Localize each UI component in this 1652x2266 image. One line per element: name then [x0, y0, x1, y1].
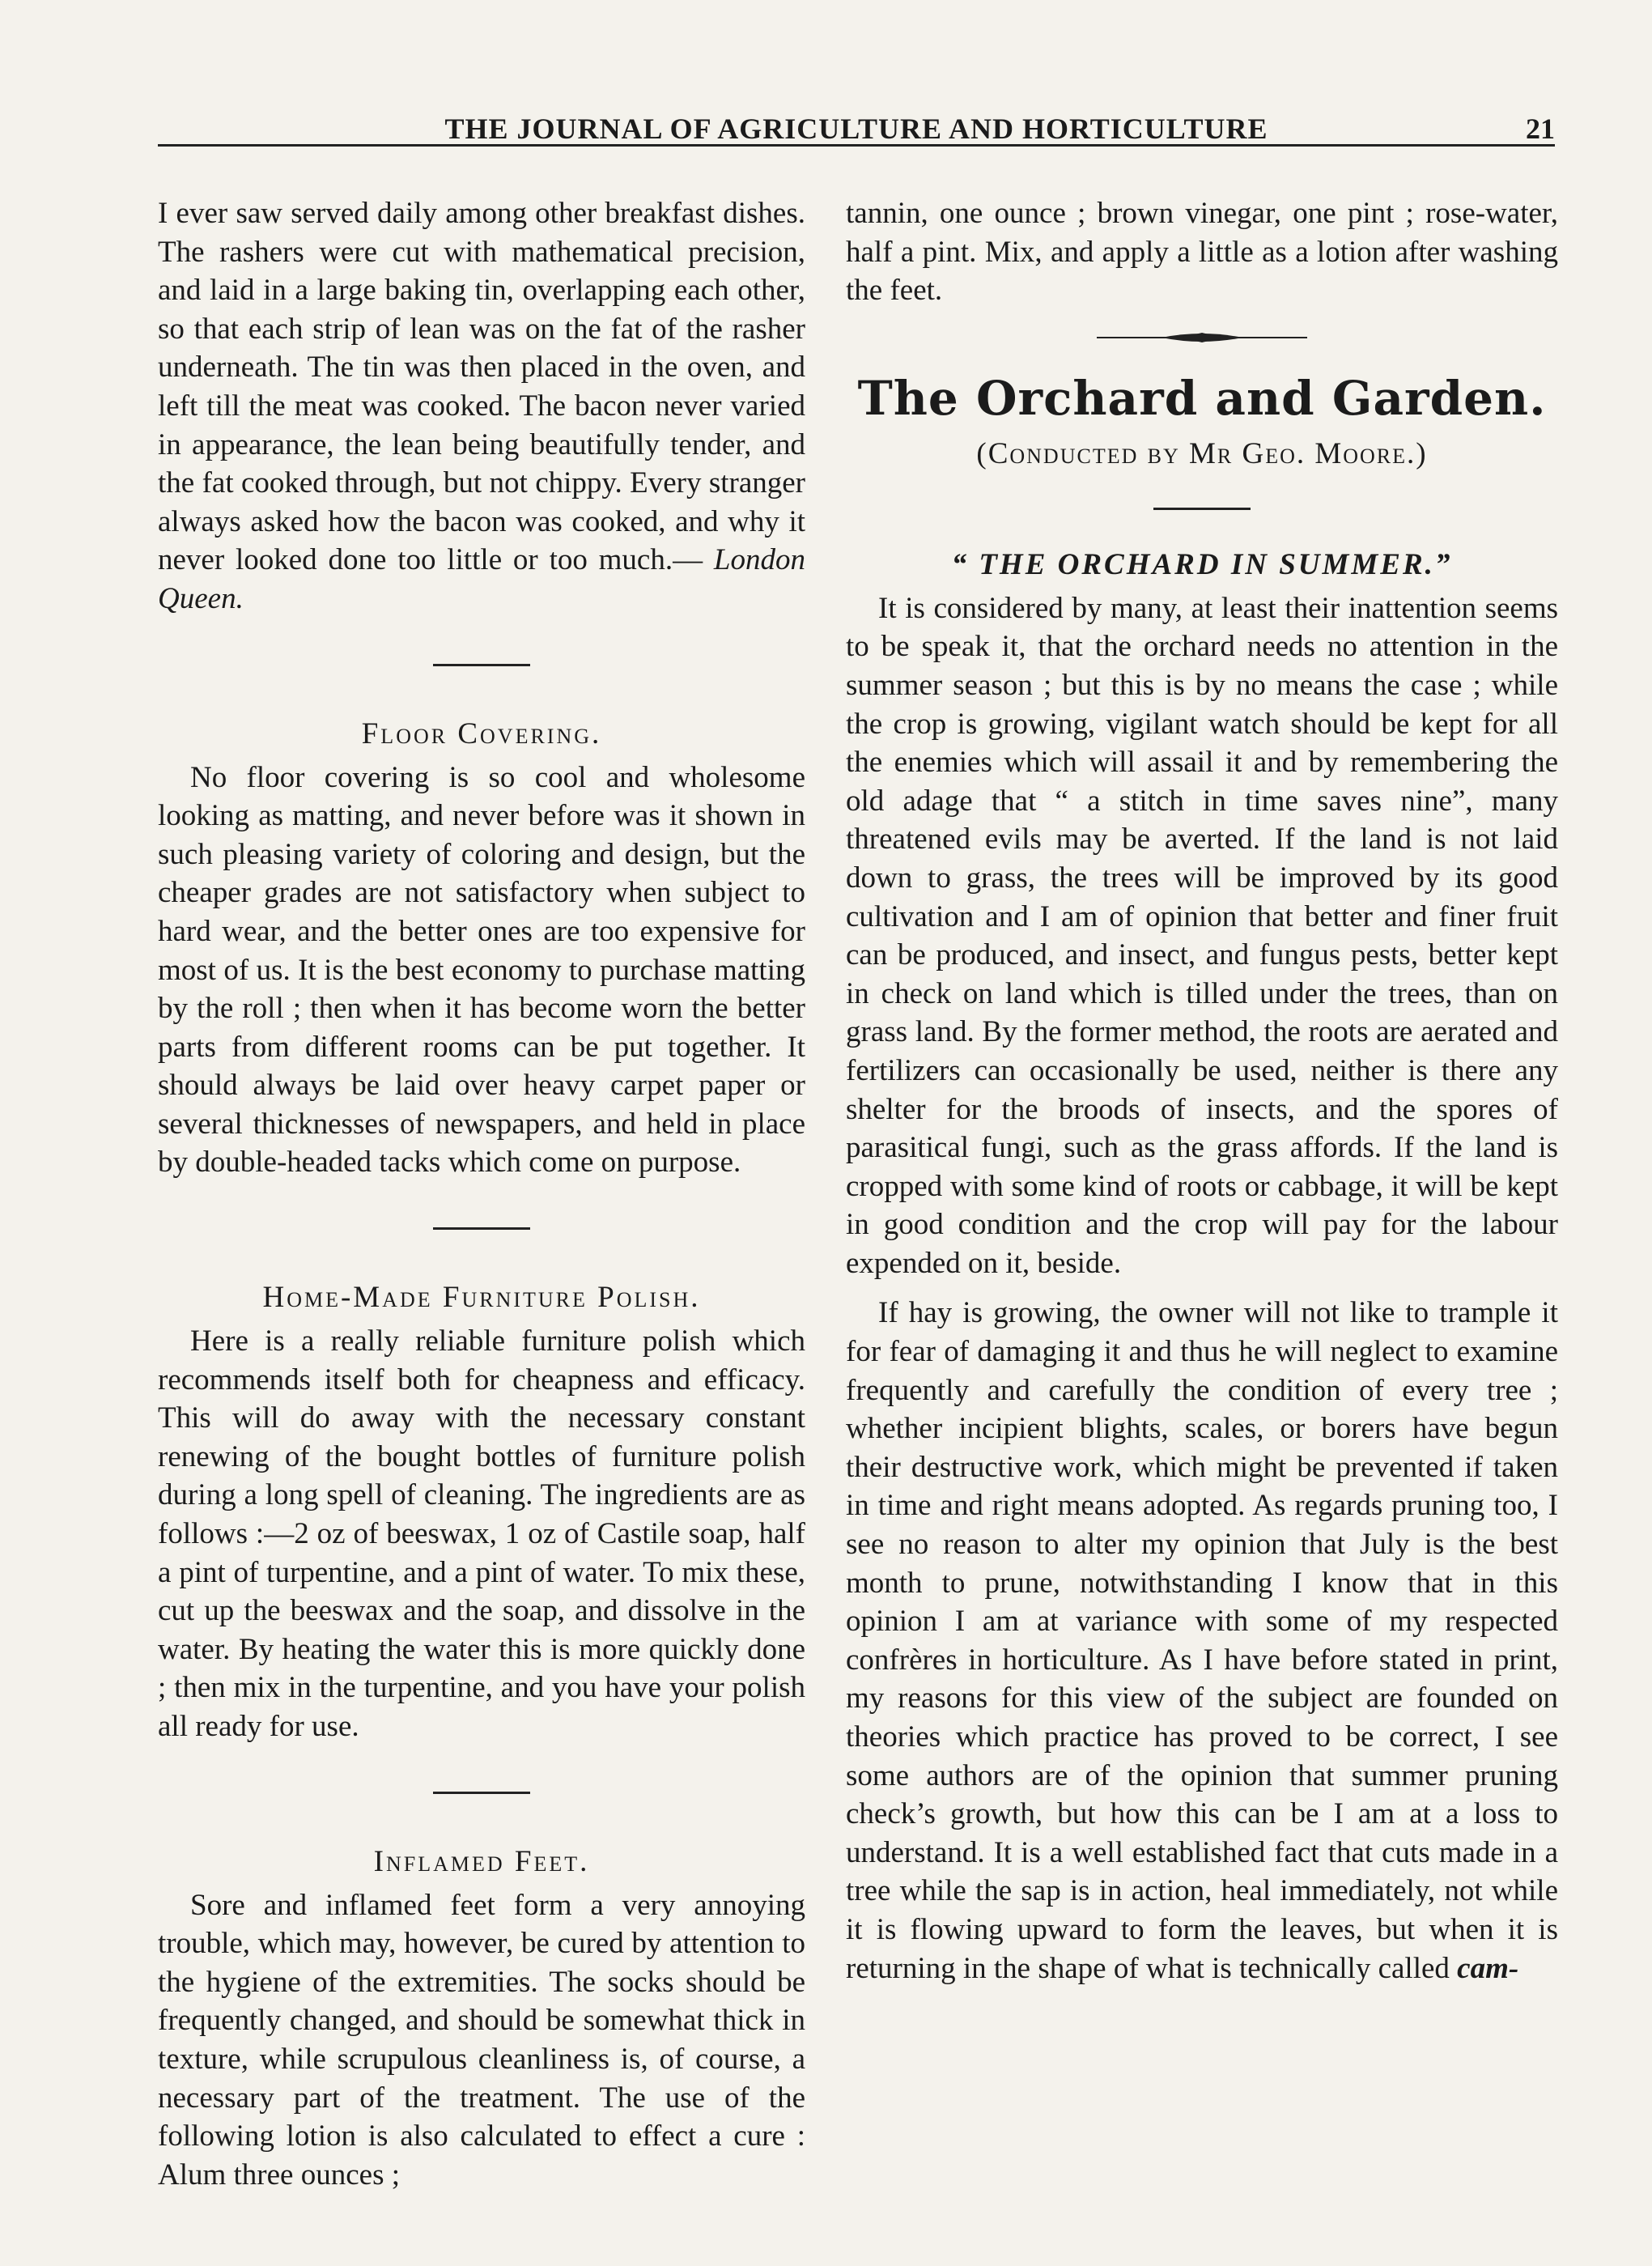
- conducted-by-byline: (Conducted by Mr Geo. Moore.): [976, 436, 1428, 470]
- floor-covering-paragraph: No floor covering is so cool and wholesome looking as matting, and never before was it shown in such pleasing variety of coloring and design, but the cheaper grades are not satisfactory when subject to hard wear, and the better ones are too expensive for most of us. It is the best economy to purchase matting by the roll ; then when it has become worn the better parts from different rooms can be put together. It should always be laid over heavy carpet paper or several thicknesses of newspapers, and held in place by double-headed tacks which come on purpose.: [158, 760, 805, 1180]
- orchard-garden-title: The Orchard and Garden.: [857, 370, 1547, 426]
- bacon-paragraph: [158, 194, 805, 619]
- orchard-paragraph-1: It is considered by many, at least their inattention seems to be speak it, that the orchard needs no attention in the summer season ; but this is by no means the case ; while the crop is growing, vigilant watch should be kept for all the enemies which will assail it and by remembering the old adage that “ a stitch in time saves nine”, many threatened evils may be averted. If the land is not laid down to grass, the trees will be improved by its good cultivation and I am of opinion that better and finer fruit can be produced, and insect, and fungus pests, better kept in check on land which is tilled under the trees, than on grass land. By the former method, the roots are aerated and fertilizers can occasionally be used, neither is there any shelter for the broods of insects, and the spores of parasitical fungi, such as the grass affords. If the land is cropped with some kind of roots or cabbage, it will be kept in good condition and the crop will pay for the labour expended on it, beside.: [846, 591, 1558, 1280]
- floor-covering-heading: Floor Covering.: [361, 716, 602, 750]
- section-divider: [1153, 508, 1251, 510]
- inflamed-feet-paragraph: Sore and inflamed feet form a very annoying trouble, which may, however, be cured by attention to the hygiene of the extremities. The socks should be frequently changed, and should be somewhat thick in texture, while scrupulous cleanliness is, of course, a necessary part of the treatment. The use of the following lotion is also calculated to effect a cure : Alum three ounces ;: [158, 1888, 805, 2192]
- section-divider: [433, 1792, 530, 1794]
- furniture-polish-paragraph: Here is a really reliable furniture polish which recommends itself both for cheapness and efficacy. This will do away with the necessary constant renewing of the bought bottles of furniture polish during a long spell of cleaning. The ingredients are as follows :—2 oz of beeswax, 1 oz of Castile soap, half a pint of turpentine, and a pint of water. To mix these, cut up the beeswax and the soap, and dissolve in the water. By heating the water this is more quickly done ; then mix in the turpentine, and you have your polish all ready for use.: [158, 1324, 805, 1743]
- right-column: [846, 194, 1558, 1988]
- page-number: 21: [1526, 113, 1555, 145]
- running-header: [158, 96, 1555, 147]
- article-title: “ THE ORCHARD IN SUMMER.”: [951, 547, 1453, 581]
- inflamed-feet-heading: Inflamed Feet.: [373, 1844, 590, 1878]
- bacon-source: London Queen.: [158, 543, 805, 615]
- journal-title: THE JOURNAL OF AGRICULTURE AND HORTICULTURE: [444, 113, 1268, 145]
- section-divider: [433, 664, 530, 666]
- ornament-icon: [1097, 329, 1307, 346]
- left-column: [158, 194, 805, 2194]
- bacon-text: I ever saw served daily among other breakfast dishes. The rashers were cut with mathematical precision, and laid in a large baking tin, overlapping each other, so that each strip of lean was on the fat of the rasher underneath. The tin was then placed in the oven, and left till the meat was cooked. The bacon never varied in appearance, the lean being beautifully tender, and the fat cooked through, but not chippy. Every stranger always asked how the bacon was cooked, and why it never looked done too little or too much.—: [158, 197, 805, 577]
- hyphenated-word-end: cam-: [1457, 1951, 1519, 1985]
- orchard-paragraph-2-text: If hay is growing, the owner will not like to trample it for fear of damaging it and thus he will neglect to examine frequently and carefully the condition of every tree ; whether incipient blights, scales, or borers have begun their destructive work, which might be prevented if taken in time and right means adopted. As regards pruning too, I see no reason to alter my opinion that July is the best month to prune, notwithstanding I know that in this opinion I am at variance with some of my respected confrères in horticulture. As I have before stated in print, my reasons for this view of the subject are founded on theories which practice has proved to be correct, I see some authors are of the opinion that summer pruning check’s growth, but how this can be I am at a loss to understand. It is a well established fact that cuts made in a tree while the sap is in action, heal immediately, not while it is flowing upward to form the leaves, but when it is returning in the shape of what is technically called: [846, 1296, 1558, 1985]
- ornamental-rule: [846, 329, 1558, 346]
- furniture-polish-heading: Home-Made Furniture Polish.: [262, 1281, 701, 1315]
- section-divider: [433, 1227, 530, 1230]
- inflamed-feet-continued: tannin, one ounce ; brown vinegar, one pint ; rose-water, half a pint. Mix, and apply a little as a lotion after washing the feet.: [846, 197, 1558, 308]
- orchard-paragraph-2: [846, 1294, 1558, 1988]
